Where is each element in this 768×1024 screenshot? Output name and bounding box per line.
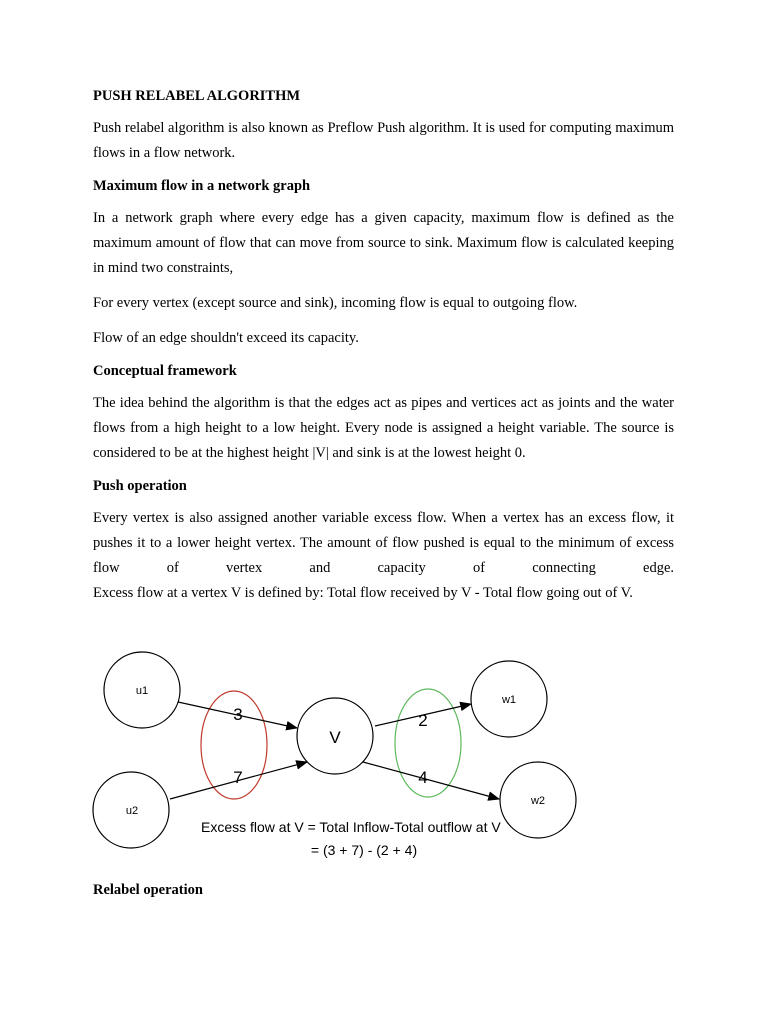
node-u1-label: u1 [135,685,149,697]
section-heading-conceptual-framework: Conceptual framework [93,363,237,379]
edge-label-u2-v: 7 [233,768,243,787]
edge-label-u1-v: 3 [233,705,243,724]
diagram-caption-line-1: Excess flow at V = Total Inflow-Total outflow at V [201,819,501,835]
node-w1-label: w1 [501,694,517,706]
edge-v-w2 [363,762,499,799]
diagram-caption-line-2: = (3 + 7) - (2 + 4) [310,842,418,858]
intro-paragraph: Push relabel algorithm is also known as Preflow Push algorithm. It is used for computing maximum flows in a flow network. [93,120,674,161]
edge-label-v-w2: 4 [418,768,428,787]
conceptual-framework-paragraph: The idea behind the algorithm is that the edges act as pipes and vertices act as joints and the water flows from a high height to a low height. Every node is assigned a height variable. The source is considered to be at the highest height |V| and sink is at the lowest height 0. [93,395,674,461]
max-flow-paragraph-1: In a network graph where every edge has a given capacity, maximum flow is defined as the maximum amount of flow that can move from source to sink. Maximum flow is calculated keeping in mind two constraints, [93,210,674,276]
push-operation-sentence-1: Every vertex is also assigned another variable excess flow. When a vertex has an excess flow, it pushes it to a lower height vertex. The amount of flow pushed is equal to the minimum of excess flow of vertex and capacity of connecting edge. [93,510,674,576]
document-title: PUSH RELABEL ALGORITHM [93,88,301,104]
section-heading-relabel-operation: Relabel operation [93,882,203,898]
node-v-label: V [329,728,341,747]
push-operation-paragraph [93,506,674,606]
section-heading-max-flow: Maximum flow in a network graph [93,178,311,194]
excess-flow-diagram [88,648,588,868]
max-flow-constraint-1: For every vertex (except source and sink), incoming flow is equal to outgoing flow. [93,295,578,311]
edge-label-v-w1: 2 [418,711,428,730]
outflow-group-ellipse [395,689,461,797]
max-flow-constraint-2: Flow of an edge shouldn't exceed its capacity. [93,330,359,346]
document-body [93,86,674,606]
push-operation-sentence-2: Excess flow at a vertex V is defined by: Total flow received by V - Total flow going out of V. [93,585,633,601]
node-u2-label: u2 [125,805,139,817]
section-heading-push-operation: Push operation [93,478,187,494]
node-w2-label: w2 [530,795,546,807]
